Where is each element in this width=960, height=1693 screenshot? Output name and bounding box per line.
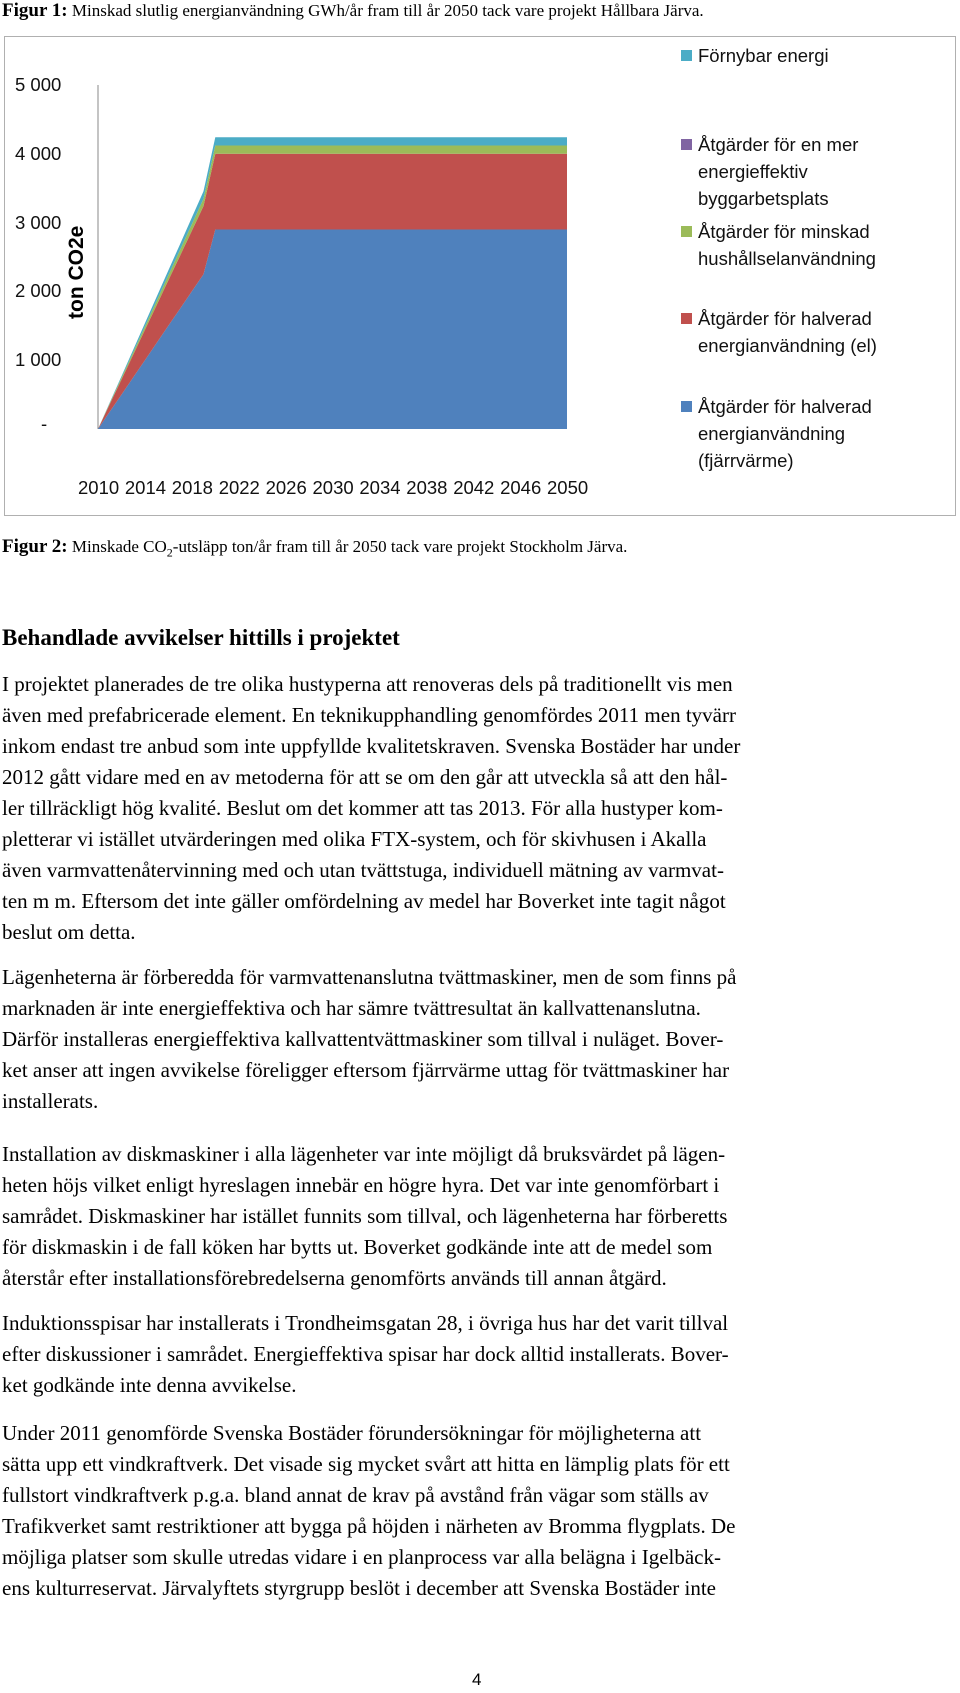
- x-tick-label: 2026: [265, 477, 307, 498]
- figure1-label: Figur 1:: [2, 0, 68, 21]
- legend-label: [698, 131, 858, 212]
- legend-item: [681, 218, 876, 272]
- paragraph-line: marknaden är inte energieffektiva och har sämre tvättresultat än kallvattenanslutna.: [2, 996, 701, 1020]
- paragraph-line: installerats.: [2, 1089, 99, 1113]
- legend-label-line: hushållselanvändning: [698, 248, 876, 269]
- figure2-caption-subscript: 2: [166, 545, 173, 560]
- x-tick-label: 2022: [218, 477, 260, 498]
- y-tick-label: -: [41, 413, 48, 434]
- paragraph-line: Installation av diskmaskiner i alla lägenheter var inte möjligt då bruksvärdet på lägen-: [2, 1142, 726, 1166]
- paragraph-line: sätta upp ett vindkraftverk. Det visade sig mycket svårt att hitta en lämplig plats för ett: [2, 1452, 730, 1476]
- stacked-area-chart: [4, 36, 956, 516]
- legend-label: [698, 42, 829, 69]
- paragraph-line: ens kulturreservat. Järvalyftets styrgrupp beslöt i december att Svenska Bostäder inte: [2, 1576, 716, 1600]
- x-tick-label: 2034: [359, 477, 401, 498]
- legend-label-line: Åtgärder för halverad: [698, 308, 872, 329]
- paragraph-line: ket godkände inte denna avvikelse.: [2, 1373, 297, 1397]
- legend-swatch: [681, 50, 692, 61]
- paragraph-line: möjliga platser som skulle utredas vidare i en planprocess var alla belägna i Igelbäck-: [2, 1545, 721, 1569]
- legend-label-line: energianvändning: [698, 423, 846, 444]
- legend-label-line: Åtgärder för en mer: [698, 134, 859, 155]
- paragraph: [2, 669, 952, 948]
- area-series-0: [98, 230, 567, 430]
- paragraph-line: ket anser att ingen avvikelse föreligger eftersom fjärrvärme uttag för tvättmaskiner har: [2, 1058, 730, 1082]
- legend-item: [681, 305, 877, 359]
- y-tick-label: 2 000: [15, 280, 62, 302]
- paragraph-line: Därför installeras energieffektiva kallvattentvättmaskiner som tillval i nuläget. Bover-: [2, 1027, 724, 1051]
- x-tick-label: 2030: [312, 477, 354, 498]
- legend-item: [681, 42, 829, 69]
- figure1-caption-text: Minskad slutlig energianvändning GWh/år fram till år 2050 tack vare projekt Hållbara Järva.: [71, 1, 704, 20]
- paragraph-line: Lägenheterna är förberedda för varmvattenanslutna tvättmaskiner, men de som finns på: [2, 965, 737, 989]
- x-tick-label: 2018: [171, 477, 213, 498]
- paragraph-line: Induktionsspisar har installerats i Trondheimsgatan 28, i övriga hus har det varit tillval: [2, 1311, 729, 1335]
- paragraph-line: Trafikverket samt restriktioner att bygga på höjden i närheten av Bromma flygplats. De: [2, 1514, 736, 1538]
- paragraph-line: ler tillräckligt hög kvalité. Beslut om det kommer att tas 2013. För alla hustyper kom-: [2, 796, 723, 820]
- figure2-caption-after: -utsläpp ton/år fram till år 2050 tack vare projekt Stockholm Järva.: [172, 537, 628, 556]
- paragraph-line: samrådet. Diskmaskiner har istället funnits som tillval, och lägenheterna har förberetts: [2, 1204, 728, 1228]
- legend-label-line: byggarbetsplats: [698, 188, 829, 209]
- paragraph-line: inkom endast tre anbud som inte uppfyllde kvalitetskraven. Svenska Bostäder har under: [2, 734, 741, 758]
- legend-label-line: Förnybar energi: [698, 45, 829, 66]
- x-tick-label: 2038: [406, 477, 448, 498]
- paragraph-line: fullstort vindkraftverk p.g.a. bland annat de krav på avstånd från vägar som ställs av: [2, 1483, 709, 1507]
- y-tick-label: 3 000: [15, 211, 62, 233]
- y-tick-label: 5 000: [15, 74, 62, 95]
- y-tick-label: 1 000: [15, 349, 62, 371]
- legend-swatch: [681, 313, 692, 324]
- legend-label: [698, 393, 872, 474]
- legend-swatch: [681, 401, 692, 412]
- legend-label-line: energieffektiv: [698, 161, 808, 182]
- paragraph-line: ten m m. Eftersom det inte gäller omfördelning av medel har Boverket inte tagit något: [2, 889, 726, 913]
- legend-item: [681, 393, 872, 474]
- legend-swatch: [681, 139, 692, 150]
- paragraph-line: efter diskussioner i samrådet. Energieffektiva spisar har dock alltid installerats. Bover-: [2, 1342, 729, 1366]
- paragraph: [2, 1418, 952, 1604]
- legend-swatch: [681, 226, 692, 237]
- legend-label: [698, 305, 877, 359]
- x-tick-label: 2014: [124, 477, 167, 498]
- legend-label: [698, 218, 876, 272]
- paragraph-line: 2012 gått vidare med en av metoderna för att se om den går att utveckla så att den hål-: [2, 765, 728, 789]
- paragraph: [2, 1139, 952, 1294]
- paragraph-line: även med prefabricerade element. En teknikupphandling genomfördes 2011 men tyvärr: [2, 703, 736, 727]
- section-heading: Behandlade avvikelser hittills i projektet: [2, 625, 400, 650]
- x-tick-label: 2050: [547, 477, 589, 498]
- paragraph-line: I projektet planerades de tre olika hustyperna att renoveras dels på traditionellt vis men: [2, 672, 733, 696]
- page-number: 4: [472, 1670, 482, 1689]
- legend-label-line: energianvändning (el): [698, 335, 877, 356]
- x-tick-label: 2042: [453, 477, 495, 498]
- legend-label-line: Åtgärder för minskad: [698, 221, 870, 242]
- y-axis-label: ton CO2e: [65, 225, 88, 319]
- paragraph: [2, 1308, 952, 1401]
- legend-label-line: (fjärrvärme): [698, 450, 794, 471]
- figure2-caption-before: Minskade CO: [71, 537, 167, 556]
- figure2-label: Figur 2:: [2, 536, 68, 557]
- paragraph: [2, 962, 952, 1117]
- figure2-caption: [2, 536, 627, 560]
- paragraph-line: återstår efter installationsförebredelserna genomförts används till annan åtgärd.: [2, 1266, 667, 1290]
- paragraph-line: beslut om detta.: [2, 920, 136, 944]
- paragraph-line: även varmvattenåtervinning med och utan tvättstuga, individuell mätning av varmvat-: [2, 858, 724, 882]
- legend-item: [681, 131, 858, 212]
- figure1-caption: [2, 0, 704, 22]
- paragraph-line: för diskmaskin i de fall köken har bytts ut. Boverket godkände inte att de medel som: [2, 1235, 713, 1259]
- paragraph-line: Under 2011 genomförde Svenska Bostäder förundersökningar för möjligheterna att: [2, 1421, 702, 1445]
- y-tick-label: 4 000: [15, 142, 62, 164]
- x-tick-label: 2046: [500, 477, 542, 498]
- legend-label-line: Åtgärder för halverad: [698, 396, 872, 417]
- paragraph-line: heten höjs vilket enligt hyreslagen innebär en högre hyra. Det var inte genomförbart i: [2, 1173, 720, 1197]
- x-tick-label: 2010: [78, 477, 120, 498]
- paragraph-line: pletterar vi istället utvärderingen med olika FTX-system, och för skivhusen i Akalla: [2, 827, 707, 851]
